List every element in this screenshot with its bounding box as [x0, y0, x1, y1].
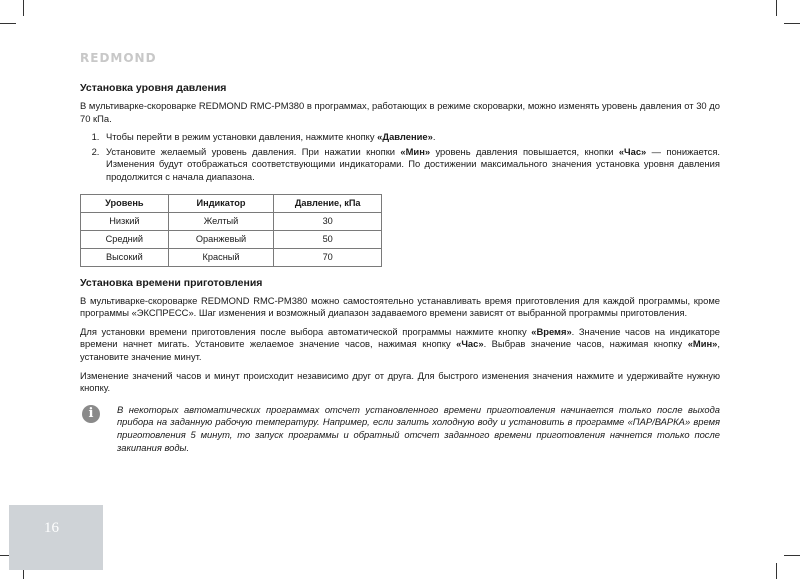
- hour-button-name: «Час»: [456, 338, 484, 350]
- crop-mark: [784, 555, 800, 556]
- info-icon: i: [82, 405, 100, 423]
- hour-button-name: «Час»: [618, 145, 647, 157]
- time-paragraph-2: Для установки времени приготовления после выбора автоматической программы нажмите кнопку «Время». Значение часов на индикаторе времени начнет мигать. Установите желаемое значение часов, нажимая кнопку «Час». Выбрав значение часов, нажимая кнопку «Мин», установите значение минут.: [80, 325, 720, 362]
- section-title-pressure: Установка уровня давления: [80, 82, 227, 94]
- page-content: [80, 82, 720, 454]
- table-cell: 50: [274, 230, 382, 248]
- table-cell: 70: [274, 248, 382, 266]
- time-button-name: «Время»: [531, 325, 572, 337]
- pressure-table: [80, 194, 382, 267]
- pressure-step-2: 2. Установите желаемый уровень давления. При нажатии кнопки «Мин» уровень давления повышается, кнопки «Час» — понижается. Изменения будут отображаться соответствующими индикаторами. По достижении максимального значения установка уровня давления продолжится с начала диапазона.: [102, 146, 720, 184]
- crop-mark: [784, 23, 800, 24]
- table-cell: 30: [274, 212, 382, 230]
- crop-mark: [23, 0, 24, 16]
- table-row: [81, 212, 382, 230]
- info-note-text: В некоторых автоматических программах отсчет установленного времени приготовления начинается только после выхода прибора на заданную рабочую температуру. Например, если залить холодную воду и установить в программе «ПАР/ВАРКА» время приготовления 5 минут, то запуск программы и обратный отсчет заданного времени приготовления начнется только после закипания воды.: [117, 403, 720, 453]
- page-number: 16: [44, 520, 59, 536]
- table-header: Уровень: [81, 194, 169, 212]
- table-row: [81, 248, 382, 266]
- info-note: [80, 404, 720, 454]
- table-cell: Низкий: [81, 212, 169, 230]
- table-header: Индикатор: [168, 194, 274, 212]
- page-number-tab: [9, 505, 103, 570]
- table-cell: Красный: [168, 248, 274, 266]
- pressure-button-name: «Давление»: [377, 131, 433, 143]
- table-cell: Оранжевый: [168, 230, 274, 248]
- pressure-steps: [80, 131, 720, 183]
- time-paragraph-3: Изменение значений часов и минут происходит независимо друг от друга. Для быстрого изменения значения нажмите и удерживайте нужную кнопку.: [80, 369, 720, 394]
- table-cell: Желтый: [168, 212, 274, 230]
- crop-mark: [0, 23, 16, 24]
- table-row: [81, 230, 382, 248]
- crop-mark: [776, 563, 777, 579]
- table-header: Давление, кПа: [274, 194, 382, 212]
- min-button-name: «Мин»: [687, 338, 718, 350]
- table-cell: Средний: [81, 230, 169, 248]
- pressure-step-1: 1. Чтобы перейти в режим установки давления, нажмите кнопку «Давление».: [102, 131, 720, 144]
- pressure-intro: В мультиварке-скороварке REDMOND RMC-PM380 в программах, работающих в режиме скороварки, можно изменять уровень давления от 30 до 70 кПа.: [80, 100, 720, 124]
- table-header-row: [81, 194, 382, 212]
- time-paragraph-1: В мультиварке-скороварке REDMOND RMC-PM380 можно самостоятельно устанавливать время приготовления для каждой программы, кроме программы «ЭКСПРЕСС». Шаг изменения и возможный диапазон задаваемого времени зависят от выбранной программы приготовления.: [80, 294, 720, 319]
- section-title-time: Установка времени приготовления: [80, 276, 263, 289]
- table-cell: Высокий: [81, 248, 169, 266]
- min-button-name: «Мин»: [400, 145, 431, 157]
- brand-logo: REDMOND: [80, 51, 157, 65]
- crop-mark: [776, 0, 777, 16]
